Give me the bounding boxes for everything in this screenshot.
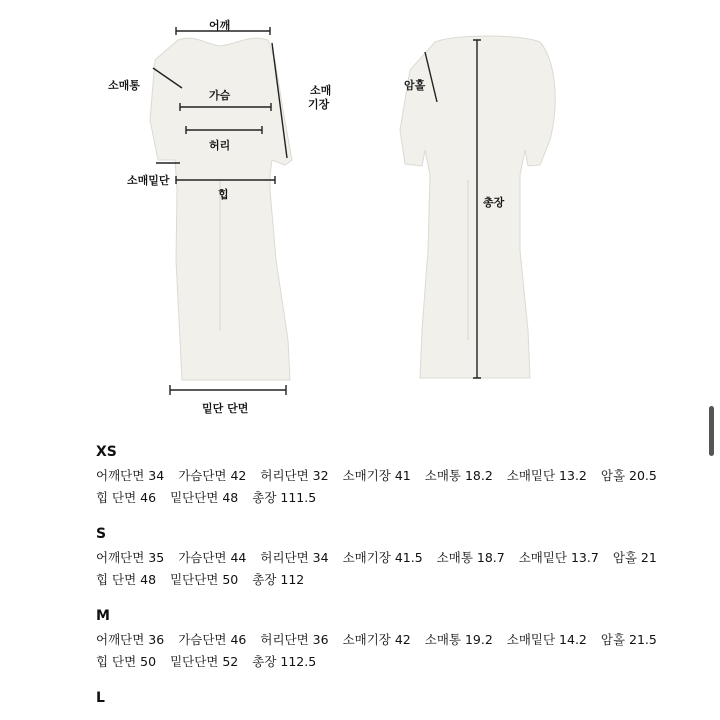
measurement: 허리단면 36 xyxy=(260,632,329,647)
measurement: 총장 112.5 xyxy=(252,654,317,669)
size-title: M xyxy=(96,608,110,624)
measurement: 밑단단면 50 xyxy=(170,572,239,587)
measurement: 밑단단면 52 xyxy=(170,654,239,669)
size-block-s xyxy=(96,526,671,592)
measurement: 가슴단면 42 xyxy=(178,468,247,483)
size-line-1 xyxy=(96,630,671,652)
sleeve-length-label-line2: 기장 xyxy=(308,98,330,111)
size-title: XS xyxy=(96,444,117,460)
armhole-label: 암홀 xyxy=(404,79,426,92)
measurement: 소매밑단 13.7 xyxy=(518,550,599,565)
measurement: 어깨단면 35 xyxy=(96,550,165,565)
size-line-1 xyxy=(96,466,671,488)
sleeve-hem-label: 소매밑단 xyxy=(127,174,170,187)
measurement: 힙 단면 46 xyxy=(96,490,157,505)
measurement: 밑단단면 48 xyxy=(170,490,239,505)
size-line-2 xyxy=(96,652,671,674)
measurement: 어깨단면 36 xyxy=(96,632,165,647)
chest-label: 가슴 xyxy=(209,89,231,102)
measurement: 소매기장 41.5 xyxy=(342,550,423,565)
measurement: 가슴단면 46 xyxy=(178,632,247,647)
hem-line xyxy=(170,385,286,395)
measurement: 가슴단면 44 xyxy=(178,550,247,565)
hem-label: 밑단 단면 xyxy=(202,402,249,415)
measurement: 힙 단면 50 xyxy=(96,654,157,669)
measurement: 소매통 18.2 xyxy=(424,468,493,483)
measurement: 총장 112 xyxy=(252,572,305,587)
total-length-label: 총장 xyxy=(483,196,505,209)
size-block-m xyxy=(96,608,671,674)
sleeve-length-label-line1: 소매 xyxy=(310,84,332,97)
size-title: L xyxy=(96,690,105,706)
scrollbar[interactable] xyxy=(709,406,714,456)
size-line-2 xyxy=(96,570,671,592)
measurement: 총장 111.5 xyxy=(252,490,317,505)
size-block-l xyxy=(96,690,105,712)
measurement: 소매통 19.2 xyxy=(424,632,493,647)
measurement: 소매통 18.7 xyxy=(436,550,505,565)
waist-label: 허리 xyxy=(209,139,231,152)
measurement: 소매기장 42 xyxy=(342,632,411,647)
measurement: 소매밑단 13.2 xyxy=(506,468,587,483)
size-block-xs xyxy=(96,444,671,510)
measurement: 소매기장 41 xyxy=(342,468,411,483)
size-line-2 xyxy=(96,488,671,510)
measurement: 암홀 21 xyxy=(612,550,657,565)
measurement: 암홀 20.5 xyxy=(600,468,657,483)
measurement: 힙 단면 48 xyxy=(96,572,157,587)
shoulder-label: 어깨 xyxy=(209,19,231,32)
size-line-1 xyxy=(96,548,671,570)
sleeve-width-label: 소매통 xyxy=(108,79,140,92)
hip-label: 힙 xyxy=(218,188,229,201)
measurement: 암홀 21.5 xyxy=(600,632,657,647)
measurement: 어깨단면 34 xyxy=(96,468,165,483)
measurement: 소매밑단 14.2 xyxy=(506,632,587,647)
measurement: 허리단면 34 xyxy=(260,550,329,565)
size-title: S xyxy=(96,526,107,542)
measurement: 허리단면 32 xyxy=(260,468,329,483)
